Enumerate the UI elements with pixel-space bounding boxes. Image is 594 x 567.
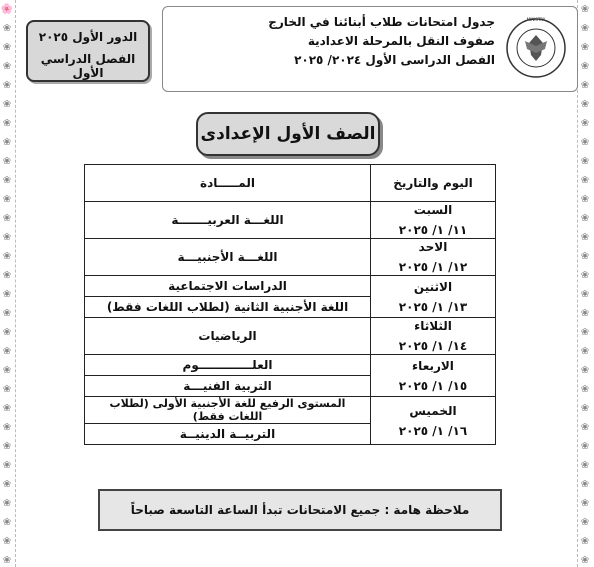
table-row — [85, 318, 496, 355]
session-badge — [26, 20, 150, 82]
svg-text:MINISTRY: MINISTRY — [526, 17, 546, 22]
day-date: ١٦/ ١/ ٢٠٢٥ — [398, 423, 468, 438]
grade-title: الصف الأول الإعدادى — [196, 112, 380, 156]
table-row — [85, 355, 496, 376]
subject-cell: التربيــة الدينيــة — [85, 424, 371, 445]
day-date: ١٥/ ١/ ٢٠٢٥ — [398, 378, 468, 393]
day-name: الثلاثاء — [414, 319, 452, 333]
table-header-row — [85, 165, 496, 202]
day-date: ١٣/ ١/ ٢٠٢٥ — [398, 299, 468, 314]
table-row — [85, 397, 496, 424]
day-date: ١١/ ١/ ٢٠٢٥ — [398, 223, 468, 237]
day-cell — [371, 276, 496, 318]
day-date: ١٤/ ١/ ٢٠٢٥ — [398, 339, 468, 353]
subject-cell: التربية الفنيـــة — [85, 376, 371, 397]
subject-cell: اللغة الأجنبية الثانية (لطلاب اللغات فقط) — [85, 297, 371, 318]
exam-schedule-table — [84, 164, 496, 445]
table-row — [85, 202, 496, 239]
column-header-day: اليوم والتاريخ — [371, 165, 496, 202]
day-cell — [371, 397, 496, 445]
subject-cell: اللغـــة العربيـــــــة — [85, 202, 371, 239]
header-term: الفصل الدراسى الأول ٢٠٢٤/ ٢٠٢٥ — [294, 53, 495, 67]
important-note: ملاحظة هامة : جميع الامتحانات تبدأ الساعة التاسعة صباحاً — [98, 489, 502, 531]
day-name: السبت — [413, 203, 453, 217]
ministry-seal-icon — [505, 13, 567, 83]
session-year: الدور الأول ٢٠٢٥ — [38, 30, 138, 44]
header-subtitle: صفوف النقل بالمرحلة الاعدادية — [307, 34, 495, 48]
day-name: الاثنين — [413, 279, 453, 294]
day-cell — [371, 318, 496, 355]
left-margin-line — [15, 0, 16, 567]
day-cell — [371, 202, 496, 239]
subject-cell: الدراسات الاجتماعية — [85, 276, 371, 297]
subject-cell: المستوى الرفيع للغة الأجنبية الأولى (لطلاب اللغات فقط) — [85, 397, 371, 424]
subject-cell: الرياضيات — [85, 318, 371, 355]
day-cell — [371, 355, 496, 397]
left-margin-decoration: 🌸 ❀ ❀ ❀ ❀ ❀ ❀ ❀ ❀ ❀ ❀ ❀ ❀ ❀ ❀ ❀ ❀ ❀ ❀ ❀ ❀ ❀ ❀ ❀ ❀ ❀ ❀ ❀ ❀ ❀ — [0, 4, 14, 566]
day-cell — [371, 239, 496, 276]
session-term: الفصل الدراسي الأول — [40, 52, 136, 80]
day-name: الخميس — [409, 403, 457, 418]
day-name: الاربعاء — [412, 358, 454, 373]
table-row — [85, 276, 496, 297]
header-text — [175, 13, 495, 70]
header-box — [162, 6, 578, 92]
table-row — [85, 239, 496, 276]
day-name: الاحد — [418, 240, 448, 254]
subject-cell: العلـــــــــــــوم — [85, 355, 371, 376]
subject-cell: اللغـــة الأجنبيـــة — [85, 239, 371, 276]
column-header-subject: المـــــادة — [85, 165, 371, 202]
day-date: ١٢/ ١/ ٢٠٢٥ — [398, 260, 468, 274]
right-margin-decoration: ❀ ❀ ❀ ❀ ❀ ❀ ❀ ❀ ❀ ❀ ❀ ❀ ❀ ❀ ❀ ❀ ❀ ❀ ❀ ❀ ❀ ❀ ❀ ❀ ❀ ❀ ❀ ❀ ❀ ❀ — [580, 4, 590, 566]
header-title: جدول امتحانات طلاب أبنائنا في الخارج — [268, 15, 495, 29]
